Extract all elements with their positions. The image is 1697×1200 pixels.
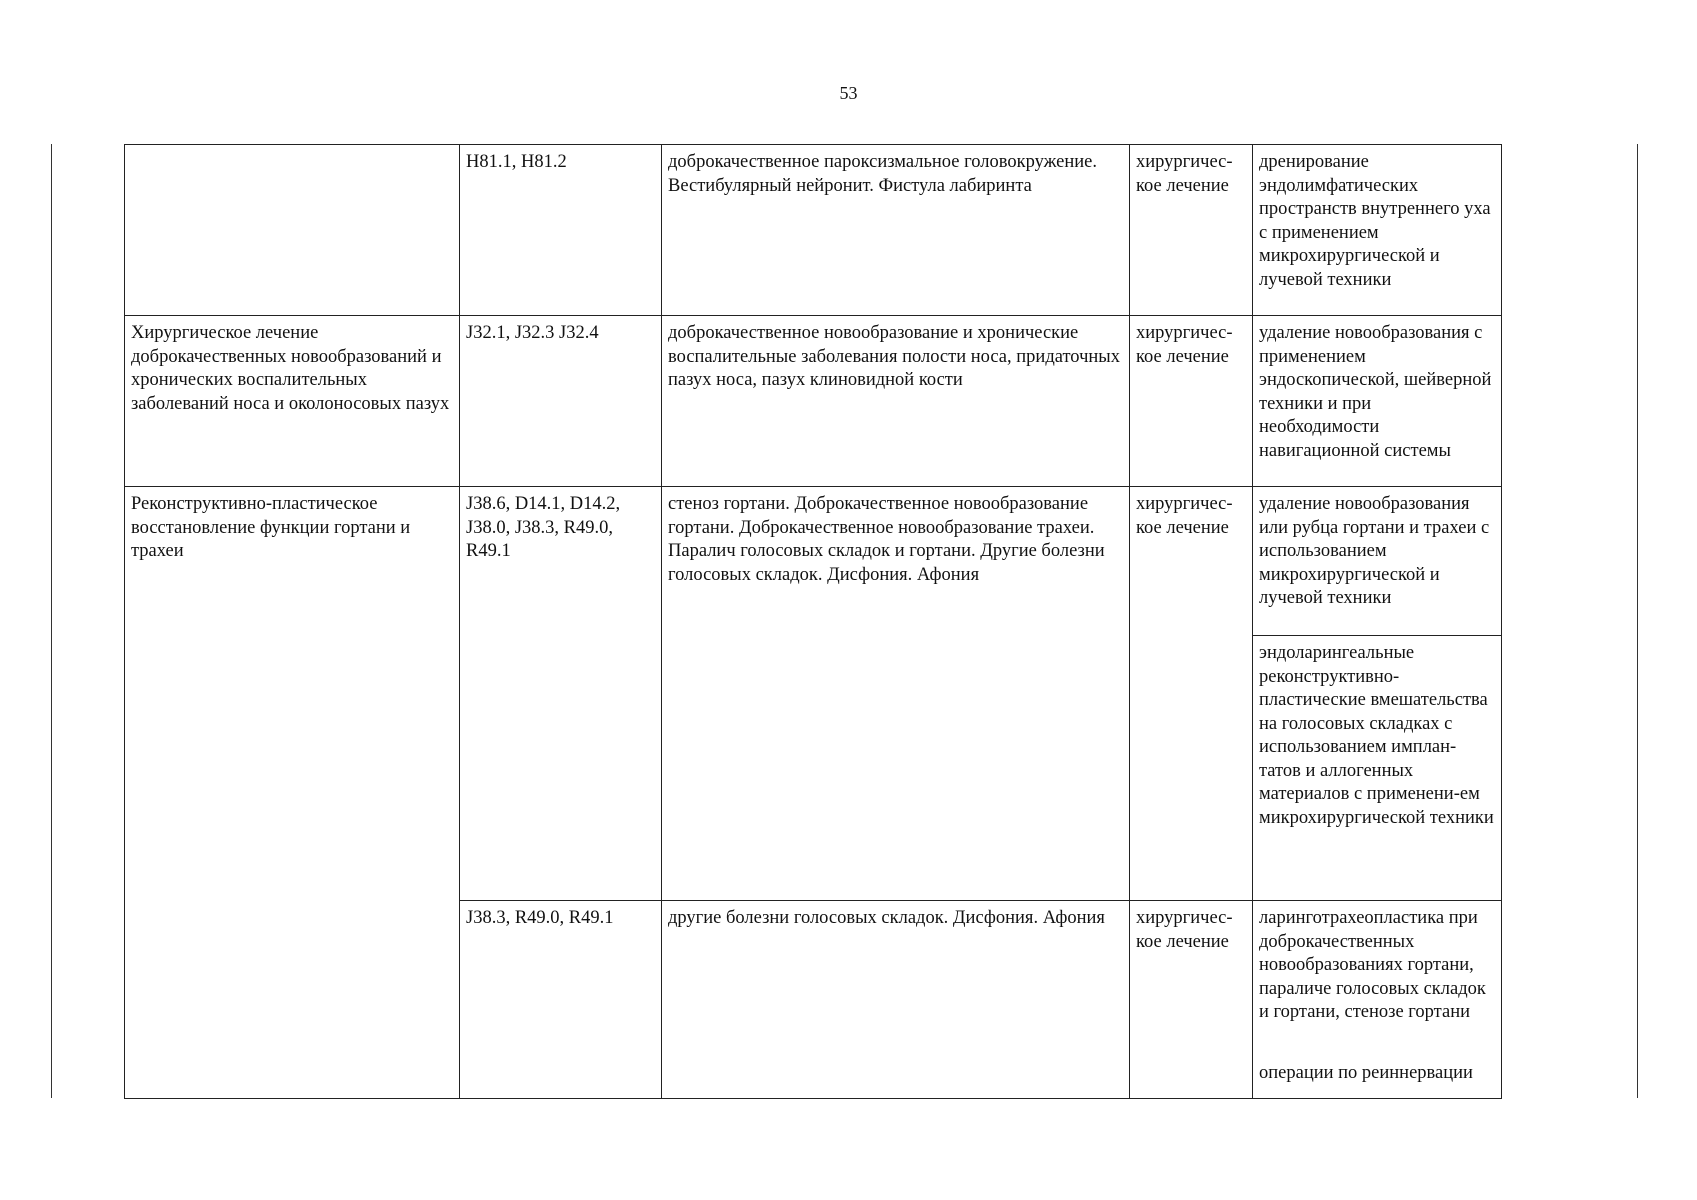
codes-cell: H81.1, H81.2 <box>460 145 662 316</box>
method-list <box>1259 907 1495 1085</box>
method-cell: удаление новообразования с применением эндоскопической, шейверной техники и при необходимости навигационной системы <box>1253 316 1502 487</box>
profile-cell: Реконструктивно-пластическое восстановление функции гортани и трахеи <box>125 487 460 1099</box>
table-row <box>125 487 1502 636</box>
left-margin-rule <box>51 144 52 1098</box>
treatment-type-cell: хирургичес-кое лечение <box>1130 487 1253 901</box>
codes-cell: J38.3, R49.0, R49.1 <box>460 901 662 1099</box>
medical-care-table <box>124 144 1502 1099</box>
method-cell: эндоларингеальные реконструктивно-пластические вмешательства на голосовых складках с использованием имплан-татов и аллогенных материалов с применени-ем микрохирургической техники <box>1253 636 1502 901</box>
profile-cell <box>125 145 460 316</box>
diagnosis-cell: стеноз гортани. Доброкачественное новообразование гортани. Доброкачественное новообразование трахеи. Паралич голосовых складок и гортани. Другие болезни голосовых складок. Дисфония. Афония <box>662 487 1130 901</box>
method-cell: удаление новообразования или рубца гортани и трахеи с использованием микрохирургической и лучевой техники <box>1253 487 1502 636</box>
codes-cell: J32.1, J32.3 J32.4 <box>460 316 662 487</box>
method-cell <box>1253 901 1502 1099</box>
method-cell: дренирование эндолимфатических пространств внутреннего уха с применением микрохирургической и лучевой техники <box>1253 145 1502 316</box>
page-number: 53 <box>839 83 858 103</box>
treatment-type-cell: хирургичес-кое лечение <box>1130 145 1253 316</box>
table-row <box>125 145 1502 316</box>
treatment-type-cell: хирургичес-кое лечение <box>1130 901 1253 1099</box>
table-row <box>125 316 1502 487</box>
diagnosis-cell: доброкачественное пароксизмальное головокружение. Вестибулярный нейронит. Фистула лабиринта <box>662 145 1130 316</box>
right-margin-rule <box>1637 144 1638 1098</box>
method-item: ларинготрахеопластика при доброкачественных новообразованиях гортани, параличе голосовых складок и гортани, стенозе гортани <box>1259 908 1486 1022</box>
diagnosis-cell: доброкачественное новообразование и хронические воспалительные заболевания полости носа, придаточных пазух носа, пазух клиновидной кости <box>662 316 1130 487</box>
method-item: операции по реиннервации <box>1259 1062 1473 1083</box>
diagnosis-cell: другие болезни голосовых складок. Дисфония. Афония <box>662 901 1130 1099</box>
profile-cell: Хирургическое лечение доброкачественных новообразований и хронических воспалительных заболеваний носа и околоносовых пазух <box>125 316 460 487</box>
treatment-type-cell: хирургичес-кое лечение <box>1130 316 1253 487</box>
codes-cell: J38.6, D14.1, D14.2, J38.0, J38.3, R49.0, R49.1 <box>460 487 662 901</box>
